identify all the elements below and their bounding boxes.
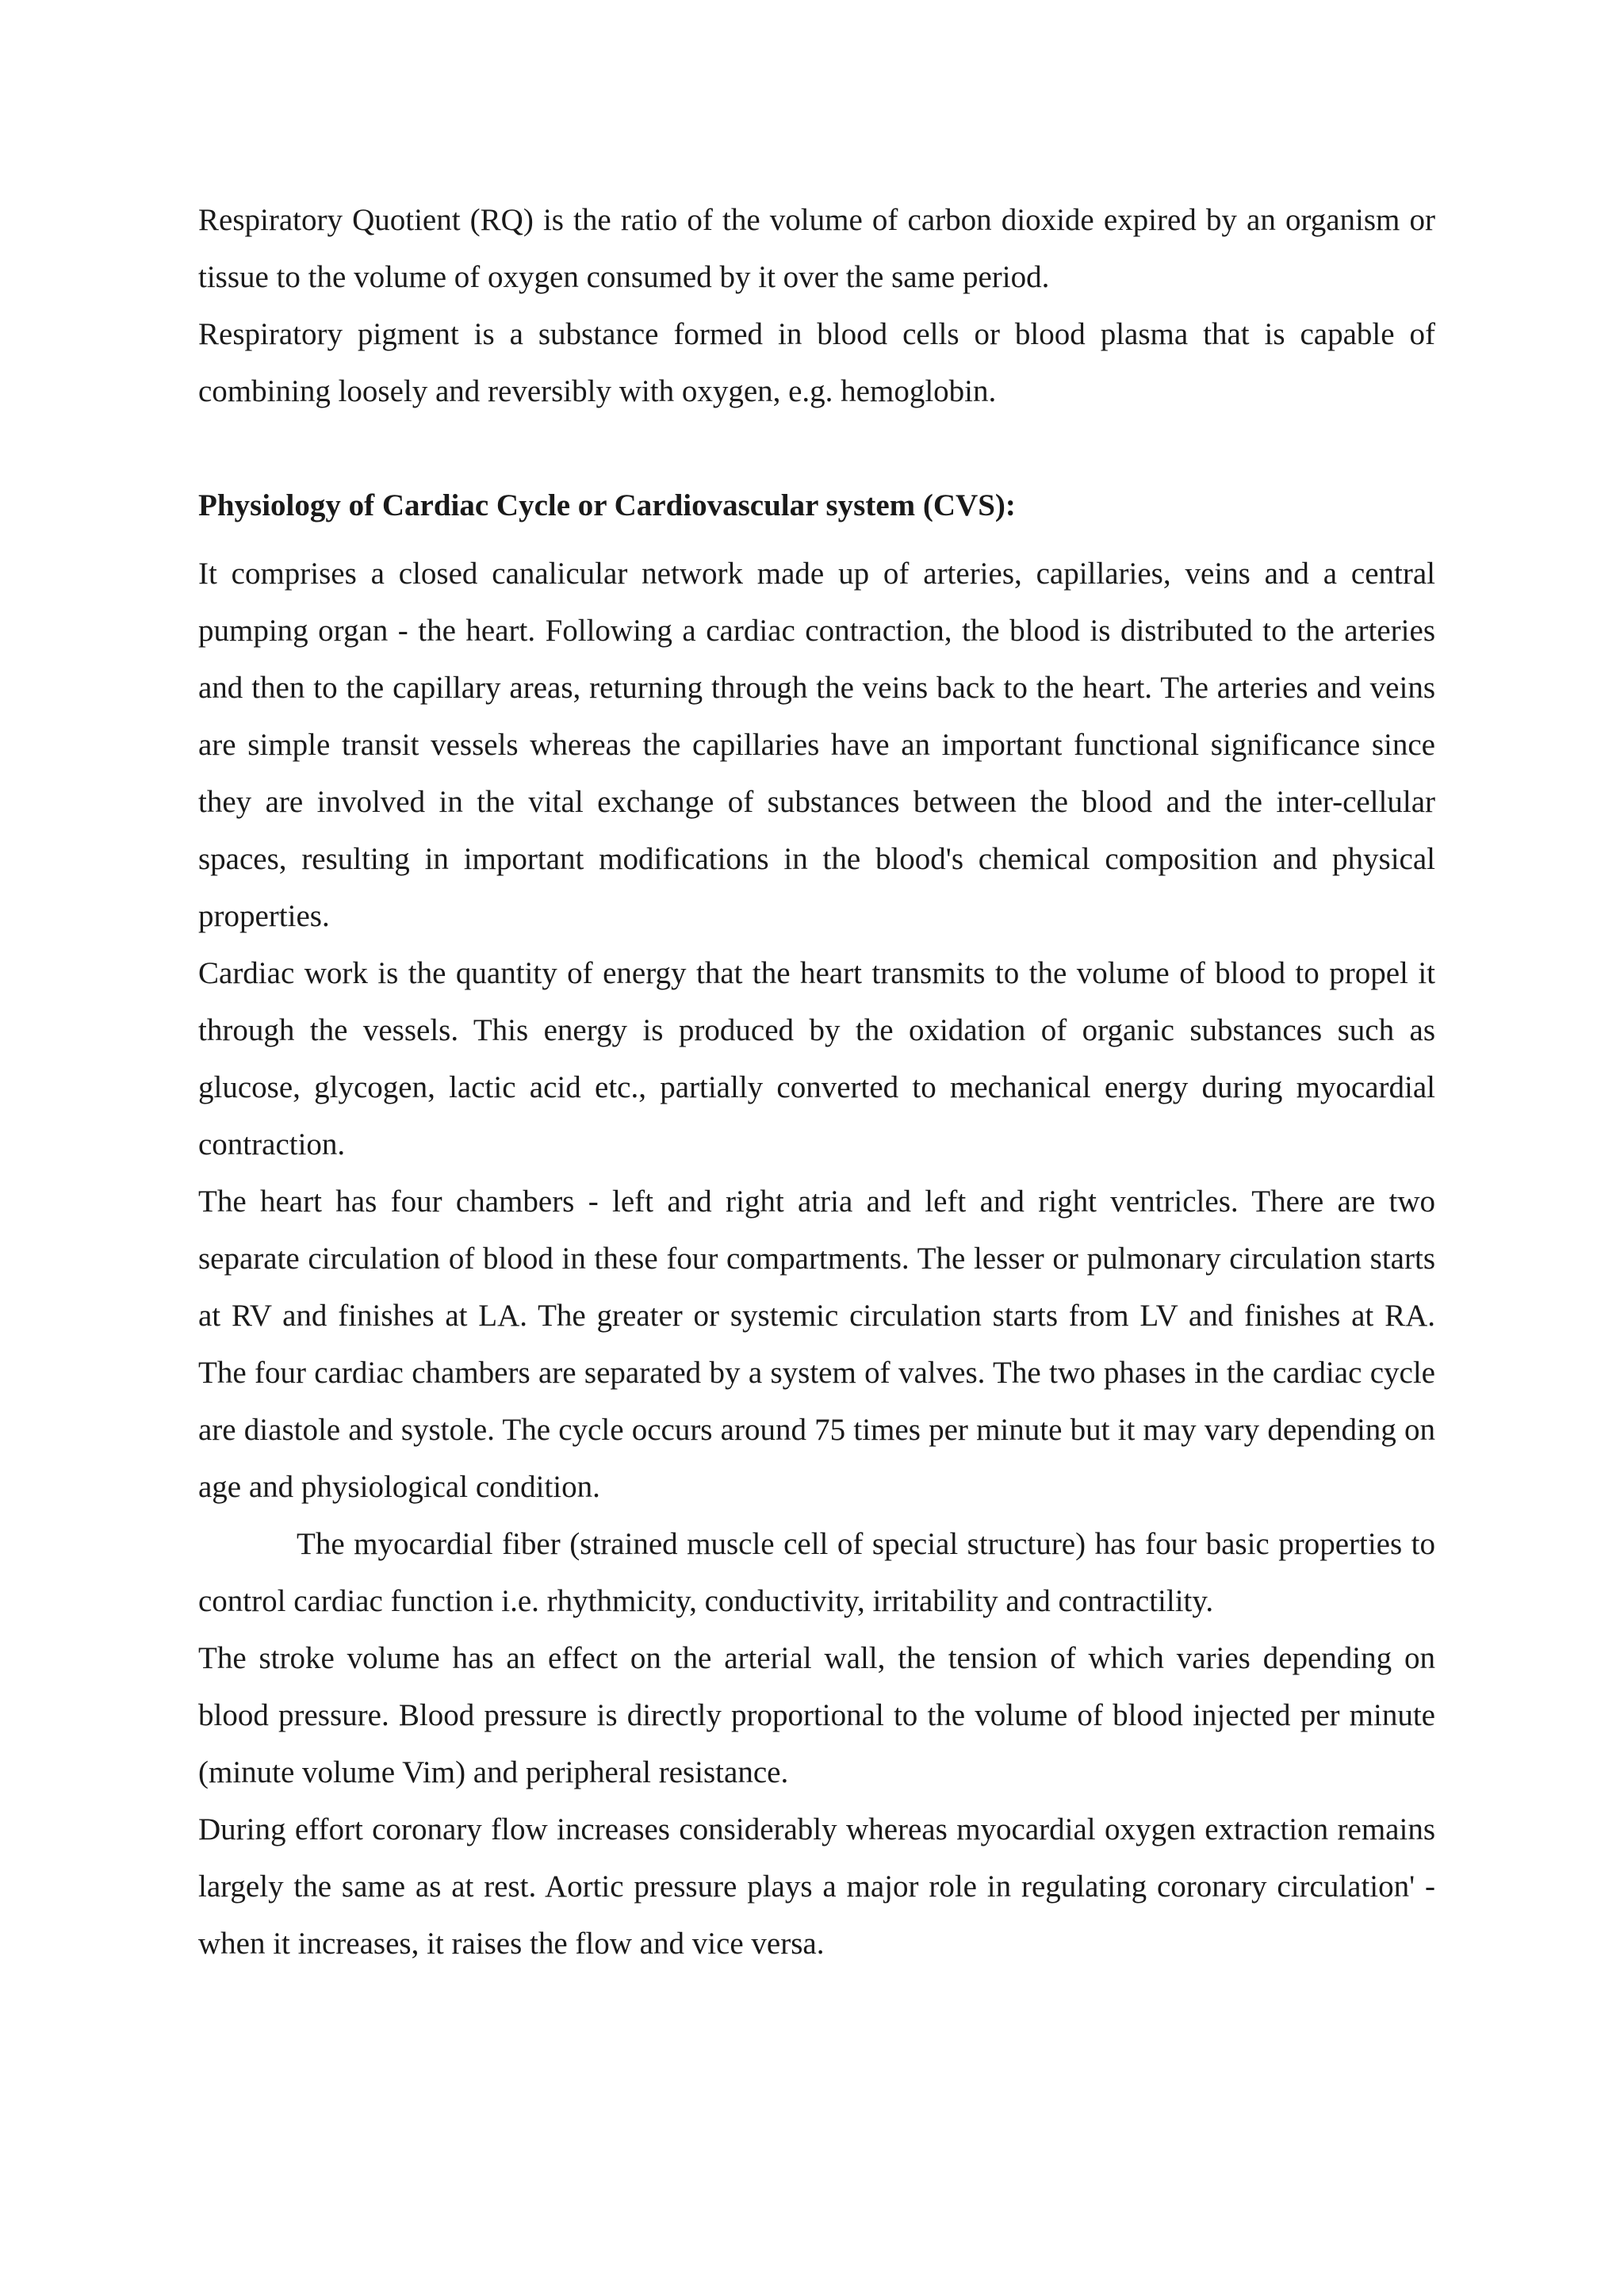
paragraph-coronary-flow: During effort coronary flow increases considerably whereas myocardial oxygen extraction remains largely the same as at rest. Aortic pressure plays a major role in regulating coronary circulation' - when it increases, it raises the flow and vice versa. <box>198 1812 1435 1961</box>
document-page <box>198 192 1435 1973</box>
paragraph-heart-chambers: The heart has four chambers - left and right atria and left and right ventricles. There are two separate circulation of blood in these four compartments. The lesser or pulmonary circulation starts at RV and finishes at LA. The greater or systemic circulation starts from LV and finishes at RA. The four cardiac chambers are separated by a system of valves. The two phases in the cardiac cycle are diastole and systole. The cycle occurs around 75 times per minute but it may vary depending on age and physiological condition. <box>198 1184 1435 1504</box>
paragraph-stroke-volume: The stroke volume has an effect on the arterial wall, the tension of which varies depending on blood pressure. Blood pressure is directly proportional to the volume of blood injected per minute (minute volume Vim) and peripheral resistance. <box>198 1641 1435 1789</box>
section-heading: Physiology of Cardiac Cycle or Cardiovascular system (CVS): <box>198 488 1016 522</box>
paragraph-respiratory-pigment: Respiratory pigment is a substance formed in blood cells or blood plasma that is capable of combining loosely and reversibly with oxygen, e.g. hemoglobin. <box>198 317 1435 408</box>
paragraph-cardiac-work: Cardiac work is the quantity of energy that the heart transmits to the volume of blood to propel it through the vessels. This energy is produced by the oxidation of organic substances such as glucose, glycogen, lactic acid etc., partially converted to mechanical energy during myocardial contraction. <box>198 956 1435 1161</box>
paragraph-myocardial-fiber: The myocardial fiber (strained muscle cell of special structure) has four basic properties to control cardiac function i.e. rhythmicity, conductivity, irritability and contractility. <box>198 1527 1435 1618</box>
paragraph-respiratory-quotient: Respiratory Quotient (RQ) is the ratio of the volume of carbon dioxide expired by an organism or tissue to the volume of oxygen consumed by it over the same period. <box>198 203 1435 294</box>
paragraph-cvs-network: It comprises a closed canalicular network made up of arteries, capillaries, veins and a central pumping organ - the heart. Following a cardiac contraction, the blood is distributed to the arteries and then to the capillary areas, returning through the veins back to the heart. The arteries and veins are simple transit vessels whereas the capillaries have an important functional significance since they are involved in the vital exchange of substances between the blood and the inter-cellular spaces, resulting in important modifications in the blood's chemical composition and physical properties. <box>198 557 1435 933</box>
